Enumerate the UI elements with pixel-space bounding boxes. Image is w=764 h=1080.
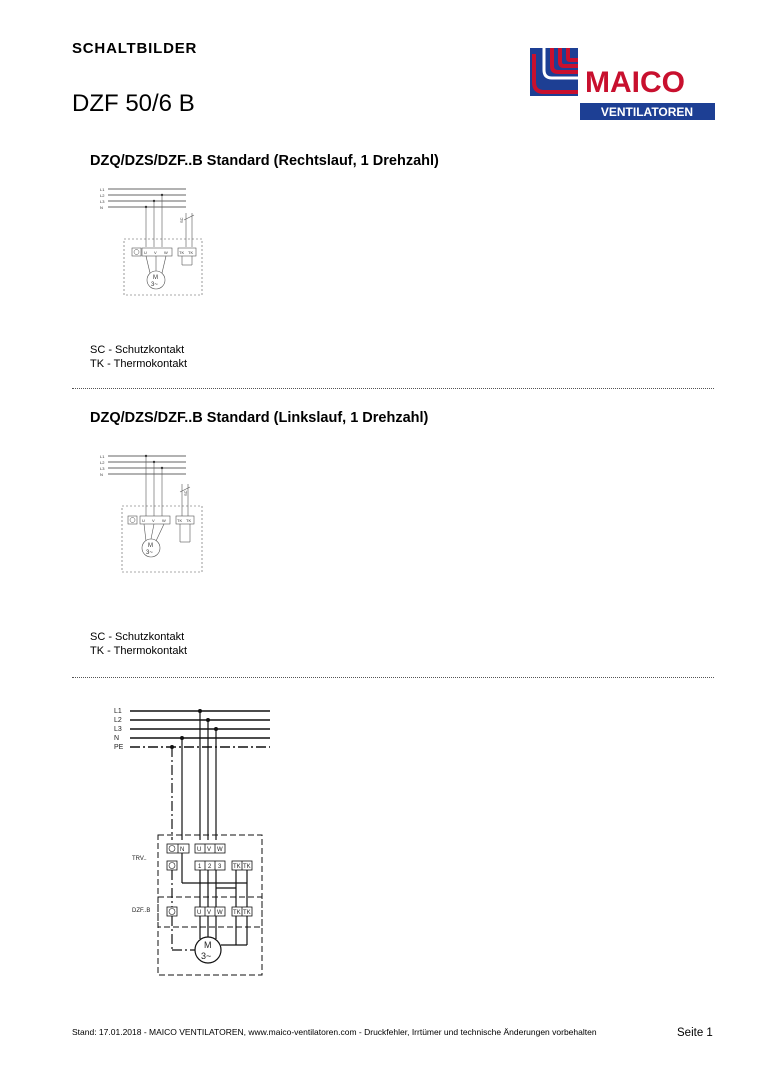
svg-text:SC: SC xyxy=(183,490,188,496)
legend-item: TK - Thermokontakt xyxy=(90,358,187,370)
svg-text:SC: SC xyxy=(179,217,184,223)
svg-text:TK: TK xyxy=(233,910,241,916)
svg-text:N: N xyxy=(114,735,120,742)
svg-text:PE: PE xyxy=(114,744,124,751)
svg-text:L1: L1 xyxy=(100,454,105,459)
svg-text:TRV..: TRV.. xyxy=(132,856,147,862)
svg-text:W: W xyxy=(164,250,168,255)
ground-icon xyxy=(169,863,175,869)
wiring-diagram-left xyxy=(98,452,208,574)
legend-item: TK - Thermokontakt xyxy=(90,645,187,657)
svg-text:TK: TK xyxy=(233,864,241,870)
svg-text:W: W xyxy=(162,518,166,523)
svg-text:V: V xyxy=(154,250,157,255)
ground-icon xyxy=(169,909,175,915)
svg-text:U: U xyxy=(197,910,202,916)
divider xyxy=(72,388,714,389)
ground-icon xyxy=(169,846,175,852)
svg-text:3~: 3~ xyxy=(146,550,153,556)
svg-text:TK: TK xyxy=(188,250,194,255)
svg-text:L3: L3 xyxy=(100,199,105,204)
svg-text:V: V xyxy=(207,847,212,853)
svg-text:DZF..B: DZF..B xyxy=(132,908,151,914)
divider xyxy=(72,677,714,678)
svg-text:3~: 3~ xyxy=(151,282,158,288)
svg-text:V: V xyxy=(152,518,155,523)
maico-logo xyxy=(530,48,715,123)
svg-text:TK: TK xyxy=(243,864,251,870)
svg-text:2: 2 xyxy=(208,864,212,870)
page-number: Seite 1 xyxy=(677,1027,713,1039)
svg-text:M: M xyxy=(153,275,158,281)
svg-text:L2: L2 xyxy=(114,717,122,724)
ground-icon xyxy=(130,518,135,523)
document-title: DZF 50/6 B xyxy=(72,90,195,117)
svg-text:W: W xyxy=(217,847,223,853)
section-label: SCHALTBILDER xyxy=(72,40,198,57)
svg-text:3~: 3~ xyxy=(201,951,212,961)
legend-item: SC - Schutzkontakt xyxy=(90,631,185,643)
logo-sub: VENTILATOREN xyxy=(600,105,694,119)
svg-text:L3: L3 xyxy=(100,466,105,471)
svg-text:TK: TK xyxy=(186,518,192,523)
svg-text:L1: L1 xyxy=(100,187,105,192)
svg-text:W: W xyxy=(217,910,223,916)
svg-text:3: 3 xyxy=(218,864,222,870)
legend-item: SC - Schutzkontakt xyxy=(90,344,185,356)
svg-text:L2: L2 xyxy=(100,460,105,465)
footer-text: Stand: 17.01.2018 - MAICO VENTILATOREN, www.maico-ventilatoren.com - Druckfehler, Irrtümer und technische Änderungen vorbehalten xyxy=(72,1027,597,1037)
section-2-legend xyxy=(90,630,187,658)
wiring-diagram-right xyxy=(98,185,208,297)
svg-text:1: 1 xyxy=(198,864,202,870)
svg-text:TK: TK xyxy=(177,518,183,523)
svg-text:U: U xyxy=(197,847,202,853)
svg-text:TK: TK xyxy=(243,910,251,916)
logo-brand: MAICO xyxy=(585,66,685,99)
svg-text:L1: L1 xyxy=(114,708,122,715)
svg-text:N: N xyxy=(100,205,103,210)
svg-text:N: N xyxy=(100,472,103,477)
svg-text:TK: TK xyxy=(179,250,185,255)
svg-text:V: V xyxy=(207,910,212,916)
section-2-title: DZQ/DZS/DZF..B Standard (Linkslauf, 1 Drehzahl) xyxy=(90,410,429,426)
svg-text:U: U xyxy=(144,250,147,255)
ground-icon xyxy=(134,250,139,255)
svg-text:U: U xyxy=(142,518,145,523)
svg-text:N: N xyxy=(180,847,185,853)
svg-text:M: M xyxy=(148,543,153,549)
section-1-title: DZQ/DZS/DZF..B Standard (Rechtslauf, 1 Drehzahl) xyxy=(90,153,439,169)
wiring-diagram-trv xyxy=(110,700,275,980)
svg-text:L3: L3 xyxy=(114,726,122,733)
section-1-legend xyxy=(90,343,187,371)
svg-text:L2: L2 xyxy=(100,193,105,198)
svg-text:M: M xyxy=(204,940,212,950)
